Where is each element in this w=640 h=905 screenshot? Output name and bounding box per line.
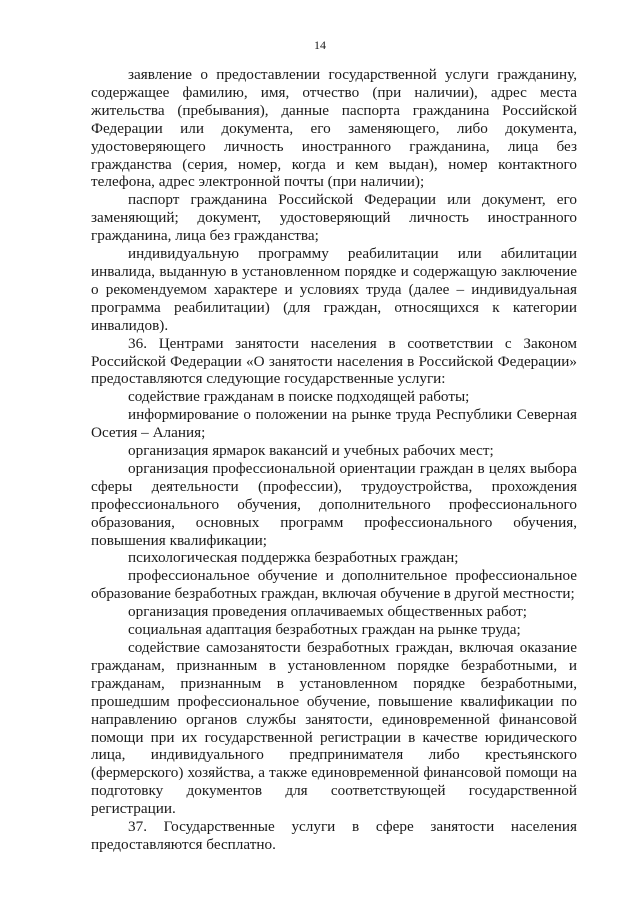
list-item-vocational-training: профессиональное обучение и дополнительное профессиональное образование безработных граждан, включая обучение в другой местности;: [91, 567, 577, 603]
paragraph-clause-36: 36. Центрами занятости населения в соответствии с Законом Российской Федерации «О занятости населения в Российской Федерации» предоставляются следующие государственные услуги:: [91, 334, 577, 388]
list-item-job-search: содействие гражданам в поиске подходящей работы;: [128, 388, 470, 406]
paragraph-passport: паспорт гражданина Российской Федерации или документ, его заменяющий; документ, удостоверяющий личность иностранного гражданина, лица без гражданства;: [91, 191, 577, 245]
list-item-job-fairs: организация ярмарок вакансий и учебных рабочих мест;: [128, 442, 494, 460]
document-body: [91, 66, 577, 854]
list-item-social-adaptation: социальная адаптация безработных граждан на рынке труда;: [128, 621, 521, 639]
list-item-career-guidance: организация профессиональной ориентации граждан в целях выбора сферы деятельности (профессии), трудоустройства, прохождения профессионального обучения, дополнительного профессионального образования, основных программ профессионального обучения, повышения квалификации;: [91, 459, 577, 549]
page-number: 14: [314, 38, 326, 52]
paragraph-rehabilitation-program: индивидуальную программу реабилитации или абилитации инвалида, выданную в установленном порядке и содержащую заключение о рекомендуемом характере и условиях труда (далее – индивидуальная программа реабилитации) (для граждан, относящихся к категории инвалидов).: [91, 245, 577, 334]
paragraph-clause-37: 37. Государственные услуги в сфере занятости населения предоставляются бесплатно.: [91, 818, 577, 853]
list-item-public-works: организация проведения оплачиваемых общественных работ;: [128, 603, 527, 621]
paragraph-application: заявление о предоставлении государственной услуги гражданину, содержащее фамилию, имя, отчество (при наличии), адрес места жительства (пребывания), данные паспорта гражданина Российской Федерации или документа, его заменяющего, либо документа, удостоверяющего личность иностранного гражданина, лица без гражданства (серия, номер, когда и кем выдан), номер контактного телефона, адрес электронной почты (при наличии);: [91, 66, 577, 191]
list-item-self-employment: содействие самозанятости безработных граждан, включая оказание гражданам, признанным в установленном порядке безработными, и гражданам, признанным в установленном порядке безработными, прошедшим профессиональное обучение, повышение квалификации по направлению органов службы занятости, единовременной финансовой помощи при их государственной регистрации в качестве юридического лица, индивидуального предпринимателя либо крестьянского (фермерского) хозяйства, а также единовременной финансовой помощи на подготовку документов для соответствующей государственной регистрации.: [91, 639, 577, 818]
list-item-psychological-support: психологическая поддержка безработных граждан;: [128, 549, 459, 567]
list-item-labor-market-info: информирование о положении на рынке труда Республики Северная Осетия – Алания;: [91, 406, 577, 442]
